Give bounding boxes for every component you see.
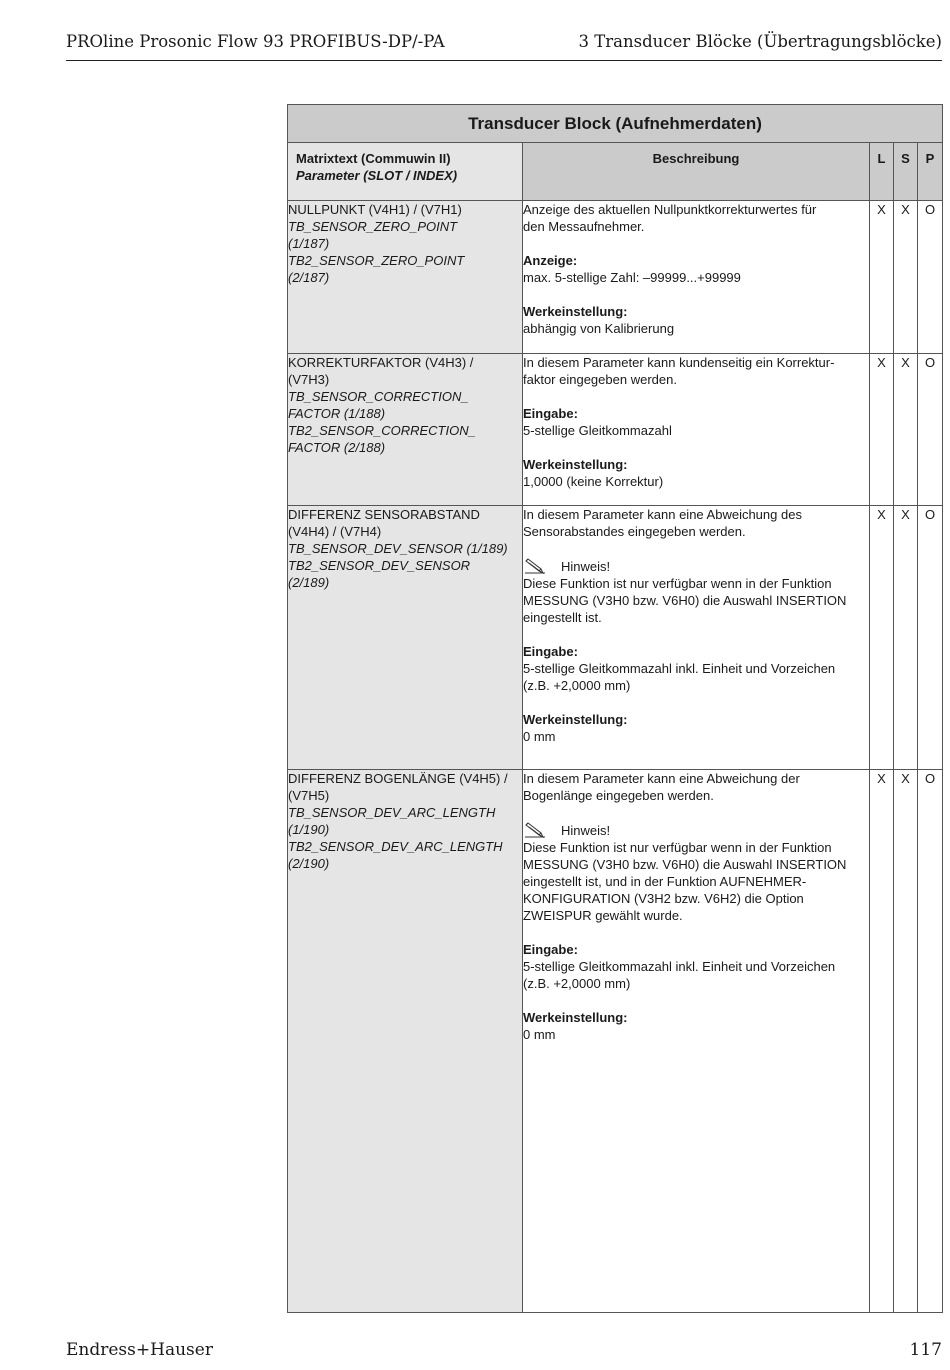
parameter-slot-index: (2/189) <box>288 575 330 590</box>
description-cell <box>523 354 870 506</box>
table-row <box>288 506 943 770</box>
note-text: eingestellt ist, und in der Funktion AUFNEHMER- <box>523 874 807 889</box>
input-value: 5-stellige Gleitkommazahl <box>523 423 672 438</box>
note-label: Hinweis! <box>561 823 611 838</box>
default-label: Werkeinstellung: <box>523 712 628 727</box>
note-heading <box>523 557 869 575</box>
default-value: 1,0000 (keine Korrektur) <box>523 474 664 489</box>
access-l: X <box>870 506 894 770</box>
access-p: O <box>918 354 943 506</box>
input-label: Eingabe: <box>523 644 578 659</box>
description-intro: Anzeige des aktuellen Nullpunktkorrekturwertes für <box>523 202 817 217</box>
default-value: 0 mm <box>523 729 556 744</box>
input-label: Eingabe: <box>523 942 578 957</box>
input-value: (z.B. +2,0000 mm) <box>523 678 631 693</box>
parameter-name: (V7H5) <box>288 788 330 803</box>
parameter-slot-index: TB2_SENSOR_DEV_ARC_LENGTH <box>288 839 503 854</box>
column-header-l: L <box>870 143 894 201</box>
column-header-s: S <box>894 143 918 201</box>
parameter-slot-index: (2/190) <box>288 856 330 871</box>
access-p: O <box>918 506 943 770</box>
parameter-name: DIFFERENZ SENSORABSTAND <box>288 507 480 522</box>
access-p: O <box>918 770 943 1313</box>
access-s: X <box>894 770 918 1313</box>
note-text: MESSUNG (V3H0 bzw. V6H0) die Auswahl INSERTION <box>523 857 847 872</box>
parameter-slot-index: TB_SENSOR_CORRECTION_ <box>288 389 469 404</box>
parameter-slot-index: (1/187) <box>288 236 330 251</box>
pencil-note-icon <box>523 557 547 575</box>
table-row <box>288 770 943 1313</box>
column-header-p: P <box>918 143 943 201</box>
default-label: Werkeinstellung: <box>523 1010 628 1025</box>
parameter-cell <box>288 354 523 506</box>
parameter-slot-index: FACTOR (1/188) <box>288 406 386 421</box>
note-heading <box>523 821 869 839</box>
parameter-slot-index: FACTOR (2/188) <box>288 440 386 455</box>
parameter-slot-index: (1/190) <box>288 822 330 837</box>
description-intro: Sensorabstandes eingegeben werden. <box>523 524 746 539</box>
access-s: X <box>894 354 918 506</box>
access-l: X <box>870 201 894 354</box>
parameter-slot-index: (2/187) <box>288 270 330 285</box>
description-intro: den Messaufnehmer. <box>523 219 645 234</box>
page-number: 117 <box>909 1340 942 1360</box>
note-text: Diese Funktion ist nur verfügbar wenn in der Funktion <box>523 576 832 591</box>
parameter-name: (V7H3) <box>288 372 330 387</box>
input-label: Eingabe: <box>523 406 578 421</box>
column-header-matrixtext-line1: Matrixtext (Commuwin II) <box>296 151 451 166</box>
default-value: 0 mm <box>523 1027 556 1042</box>
description-intro: In diesem Parameter kann kundenseitig ein Korrektur- <box>523 355 835 370</box>
note-text: KONFIGURATION (V3H2 bzw. V6H2) die Option <box>523 891 804 906</box>
parameter-cell <box>288 506 523 770</box>
parameter-slot-index: TB2_SENSOR_DEV_SENSOR <box>288 558 471 573</box>
header-document-title: PROline Prosonic Flow 93 PROFIBUS-DP/-PA <box>66 32 445 51</box>
default-label: Werkeinstellung: <box>523 457 628 472</box>
description-cell <box>523 201 870 354</box>
note-text: ZWEISPUR gewählt wurde. <box>523 908 683 923</box>
table-header-row <box>288 143 943 201</box>
input-value: 5-stellige Gleitkommazahl inkl. Einheit und Vorzeichen <box>523 959 836 974</box>
note-text: MESSUNG (V3H0 bzw. V6H0) die Auswahl INSERTION <box>523 593 847 608</box>
footer-company: Endress+Hauser <box>66 1340 213 1360</box>
description-intro: In diesem Parameter kann eine Abweichung der <box>523 771 800 786</box>
access-s: X <box>894 506 918 770</box>
parameter-slot-index: TB2_SENSOR_CORRECTION_ <box>288 423 476 438</box>
parameter-cell <box>288 770 523 1313</box>
parameter-cell <box>288 201 523 354</box>
default-label: Werkeinstellung: <box>523 304 628 319</box>
parameter-slot-index: TB2_SENSOR_ZERO_POINT <box>288 253 465 268</box>
transducer-block-table <box>287 104 943 1313</box>
parameter-name: KORREKTURFAKTOR (V4H3) / <box>288 355 474 370</box>
page-header <box>66 30 942 61</box>
display-label: Anzeige: <box>523 253 578 268</box>
column-header-parameter-line2: Parameter (SLOT / INDEX) <box>296 168 458 183</box>
parameter-slot-index: TB_SENSOR_DEV_SENSOR (1/189) <box>288 541 508 556</box>
description-cell <box>523 506 870 770</box>
column-header-matrixtext <box>288 143 523 201</box>
description-intro: Bogenlänge eingegeben werden. <box>523 788 714 803</box>
column-header-beschreibung: Beschreibung <box>523 143 870 201</box>
pencil-note-icon <box>523 821 547 839</box>
access-l: X <box>870 354 894 506</box>
parameter-name: (V4H4) / (V7H4) <box>288 524 382 539</box>
header-chapter-title: 3 Transducer Blöcke (Übertragungsblöcke) <box>578 32 942 51</box>
display-value: max. 5-stellige Zahl: –99999...+99999 <box>523 270 741 285</box>
input-value: 5-stellige Gleitkommazahl inkl. Einheit und Vorzeichen <box>523 661 836 676</box>
table-row <box>288 354 943 506</box>
parameter-slot-index: TB_SENSOR_DEV_ARC_LENGTH <box>288 805 496 820</box>
description-intro: In diesem Parameter kann eine Abweichung des <box>523 507 802 522</box>
default-value: abhängig von Kalibrierung <box>523 321 675 336</box>
parameter-slot-index: TB_SENSOR_ZERO_POINT <box>288 219 458 234</box>
table-title: Transducer Block (Aufnehmerdaten) <box>288 105 943 143</box>
description-cell <box>523 770 870 1313</box>
description-intro: faktor eingegeben werden. <box>523 372 677 387</box>
access-s: X <box>894 201 918 354</box>
access-p: O <box>918 201 943 354</box>
note-text: eingestellt ist. <box>523 610 602 625</box>
note-text: Diese Funktion ist nur verfügbar wenn in der Funktion <box>523 840 832 855</box>
table-row <box>288 201 943 354</box>
note-label: Hinweis! <box>561 559 611 574</box>
parameter-name: NULLPUNKT (V4H1) / (V7H1) <box>288 202 462 217</box>
parameter-name: DIFFERENZ BOGENLÄNGE (V4H5) / <box>288 771 508 786</box>
input-value: (z.B. +2,0000 mm) <box>523 976 631 991</box>
access-l: X <box>870 770 894 1313</box>
